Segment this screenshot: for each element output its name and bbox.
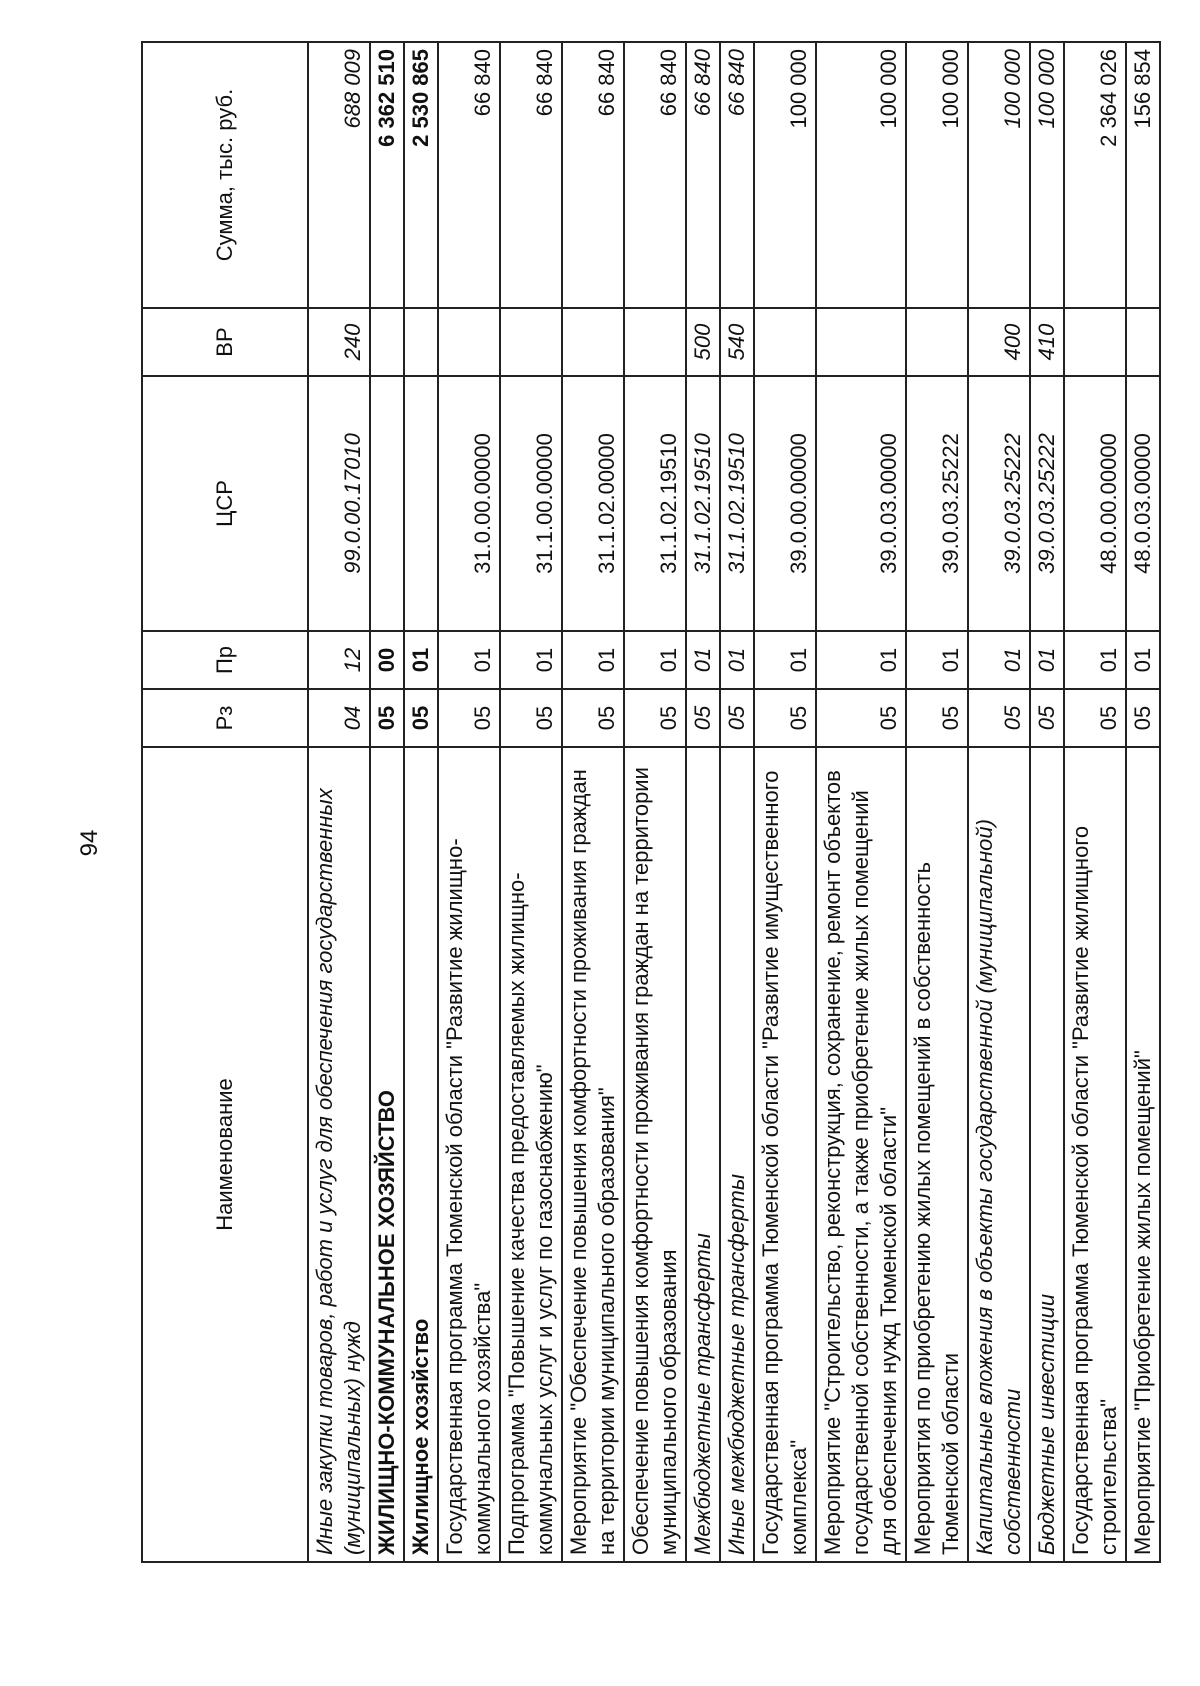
table-row — [308, 42, 370, 1562]
cell-sum: 66 840 — [624, 42, 686, 308]
cell-rz: 05 — [1126, 689, 1160, 747]
cell-pr: 01 — [686, 631, 720, 689]
table-row — [562, 42, 624, 1562]
cell-csr: 39.0.03.25222 — [906, 376, 968, 631]
cell-vr: 540 — [720, 308, 754, 376]
cell-csr: 39.0.03.00000 — [816, 376, 906, 631]
cell-pr: 01 — [404, 631, 438, 689]
cell-name: Межбюджетные трансферты — [686, 747, 720, 1562]
cell-sum: 100 000 — [1030, 42, 1064, 308]
cell-vr — [562, 308, 624, 376]
cell-sum: 156 854 — [1126, 42, 1160, 308]
cell-rz: 05 — [906, 689, 968, 747]
cell-csr: 31.0.00.00000 — [438, 376, 500, 631]
cell-rz: 05 — [1064, 689, 1126, 747]
cell-csr: 31.1.02.19510 — [624, 376, 686, 631]
header-csr: ЦСР — [142, 376, 308, 631]
cell-rz: 05 — [968, 689, 1030, 747]
header-rz: Рз — [142, 689, 308, 747]
table-row — [500, 42, 562, 1562]
table-row — [906, 42, 968, 1562]
cell-csr: 31.1.02.19510 — [720, 376, 754, 631]
cell-vr — [816, 308, 906, 376]
header-name: Наименование — [142, 747, 308, 1562]
cell-pr: 01 — [720, 631, 754, 689]
cell-pr: 00 — [370, 631, 404, 689]
cell-csr — [370, 376, 404, 631]
cell-sum: 66 840 — [720, 42, 754, 308]
cell-pr: 01 — [906, 631, 968, 689]
cell-pr: 01 — [816, 631, 906, 689]
cell-csr: 48.0.03.00000 — [1126, 376, 1160, 631]
table-row — [438, 42, 500, 1562]
cell-rz: 05 — [816, 689, 906, 747]
cell-pr: 12 — [308, 631, 370, 689]
cell-rz: 05 — [686, 689, 720, 747]
cell-sum: 688 009 — [308, 42, 370, 308]
cell-name: Мероприятие "Строительство, реконструкция, сохранение, ремонт объектов государственной собственности, а также приобретение жилых помещений для обеспечения нужд Тюменской области" — [816, 747, 906, 1562]
cell-name: Капитальные вложения в объекты государственной (муниципальной) собственности — [968, 747, 1030, 1562]
cell-name: ЖИЛИЩНО-КОММУНАЛЬНОЕ ХОЗЯЙСТВО — [370, 747, 404, 1562]
table-row — [968, 42, 1030, 1562]
table-row — [370, 42, 404, 1562]
cell-pr: 01 — [754, 631, 816, 689]
cell-name: Жилищное хозяйство — [404, 747, 438, 1562]
cell-csr: 39.0.00.00000 — [754, 376, 816, 631]
cell-vr — [438, 308, 500, 376]
cell-name: Государственная программа Тюменской области "Развитие жилищного строительства" — [1064, 747, 1126, 1562]
table-row — [816, 42, 906, 1562]
cell-vr: 410 — [1030, 308, 1064, 376]
cell-name: Государственная программа Тюменской области "Развитие жилищно-коммунального хозяйства" — [438, 747, 500, 1562]
cell-rz: 05 — [404, 689, 438, 747]
cell-sum: 100 000 — [968, 42, 1030, 308]
cell-vr: 240 — [308, 308, 370, 376]
cell-rz: 05 — [370, 689, 404, 747]
cell-rz: 05 — [624, 689, 686, 747]
table-row — [1064, 42, 1126, 1562]
cell-rz: 05 — [438, 689, 500, 747]
cell-sum: 66 840 — [438, 42, 500, 308]
table-row — [686, 42, 720, 1562]
cell-rz: 05 — [754, 689, 816, 747]
rotated-table-frame — [141, 43, 1155, 1563]
table-header-row — [142, 42, 308, 1562]
cell-name: Бюджетные инвестиции — [1030, 747, 1064, 1562]
cell-pr: 01 — [624, 631, 686, 689]
cell-name: Мероприятия по приобретению жилых помещений в собственность Тюменской области — [906, 747, 968, 1562]
cell-vr — [754, 308, 816, 376]
cell-csr — [404, 376, 438, 631]
header-sum: Сумма, тыс. руб. — [142, 42, 308, 308]
cell-sum: 100 000 — [816, 42, 906, 308]
cell-vr — [500, 308, 562, 376]
cell-csr: 39.0.03.25222 — [1030, 376, 1064, 631]
cell-pr: 01 — [968, 631, 1030, 689]
cell-csr: 99.0.00.17010 — [308, 376, 370, 631]
cell-pr: 01 — [500, 631, 562, 689]
cell-name: Мероприятие "Обеспечение повышения комфортности проживания граждан на территории муниципального образования" — [562, 747, 624, 1562]
cell-sum: 66 840 — [562, 42, 624, 308]
table-body — [308, 42, 1160, 1562]
cell-vr — [1126, 308, 1160, 376]
cell-sum: 6 362 510 — [370, 42, 404, 308]
cell-sum: 66 840 — [686, 42, 720, 308]
table-row — [624, 42, 686, 1562]
cell-pr: 01 — [1064, 631, 1126, 689]
cell-rz: 05 — [500, 689, 562, 747]
table-row — [1126, 42, 1160, 1562]
cell-vr — [624, 308, 686, 376]
cell-csr: 31.1.02.19510 — [686, 376, 720, 631]
cell-sum: 66 840 — [500, 42, 562, 308]
page-number: 94 — [76, 829, 103, 857]
cell-rz: 05 — [720, 689, 754, 747]
cell-pr: 01 — [562, 631, 624, 689]
table-row — [404, 42, 438, 1562]
cell-name: Мероприятие "Приобретение жилых помещений" — [1126, 747, 1160, 1562]
cell-csr: 31.1.00.00000 — [500, 376, 562, 631]
cell-vr: 400 — [968, 308, 1030, 376]
header-vr: ВР — [142, 308, 308, 376]
cell-rz: 05 — [1030, 689, 1064, 747]
cell-vr — [1064, 308, 1126, 376]
cell-csr: 48.0.00.00000 — [1064, 376, 1126, 631]
cell-sum: 2 364 026 — [1064, 42, 1126, 308]
cell-sum: 2 530 865 — [404, 42, 438, 308]
cell-pr: 01 — [1030, 631, 1064, 689]
cell-pr: 01 — [1126, 631, 1160, 689]
cell-sum: 100 000 — [754, 42, 816, 308]
cell-csr: 39.0.03.25222 — [968, 376, 1030, 631]
cell-rz: 04 — [308, 689, 370, 747]
cell-name: Иные межбюджетные трансферты — [720, 747, 754, 1562]
table-row — [720, 42, 754, 1562]
budget-table — [141, 41, 1161, 1563]
cell-vr — [370, 308, 404, 376]
header-pr: Пр — [142, 631, 308, 689]
cell-name: Иные закупки товаров, работ и услуг для обеспечения государственных (муниципальных) нужд — [308, 747, 370, 1562]
cell-rz: 05 — [562, 689, 624, 747]
cell-name: Подпрограмма "Повышение качества предоставляемых жилищно-коммунальных услуг и услуг по газоснабжению" — [500, 747, 562, 1562]
cell-vr — [404, 308, 438, 376]
cell-csr: 31.1.02.00000 — [562, 376, 624, 631]
cell-name: Обеспечение повышения комфортности проживания граждан на территории муниципального образования — [624, 747, 686, 1562]
cell-vr — [906, 308, 968, 376]
cell-pr: 01 — [438, 631, 500, 689]
cell-name: Государственная программа Тюменской области "Развитие имущественного комплекса" — [754, 747, 816, 1562]
cell-vr: 500 — [686, 308, 720, 376]
cell-sum: 100 000 — [906, 42, 968, 308]
table-row — [754, 42, 816, 1562]
table-row — [1030, 42, 1064, 1562]
